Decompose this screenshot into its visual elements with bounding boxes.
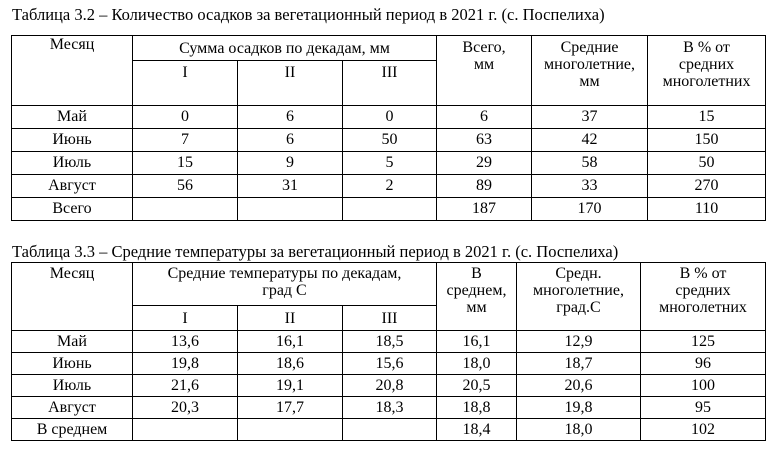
header-average-line3: мм — [466, 299, 487, 316]
header-pct-line1: В % от — [683, 39, 730, 56]
header-avg-line2: многолетние, — [544, 56, 635, 73]
empty-cell — [238, 419, 343, 441]
empty-cell — [343, 198, 437, 221]
long-term-cell: 18,7 — [517, 353, 641, 375]
average-cell: 18,0 — [437, 353, 517, 375]
decade-2-cell: 18,6 — [238, 353, 343, 375]
empty-cell — [133, 419, 238, 441]
decade-3-cell: 50 — [343, 129, 437, 152]
summary-avg-cell: 170 — [532, 198, 648, 221]
decade-2-cell: 6 — [238, 106, 343, 129]
header-total — [437, 36, 532, 106]
header-lt-line3: град.С — [556, 299, 601, 316]
header-decade-3: III — [343, 61, 437, 106]
empty-cell — [238, 198, 343, 221]
precipitation-table — [11, 35, 766, 221]
header-average-line1: В — [471, 265, 482, 282]
header-decade-group-line1: Средние температуры по декадам, — [167, 265, 402, 282]
header-row-1 — [12, 263, 766, 306]
header-decade-2: II — [238, 306, 343, 331]
table-3-3-caption: Таблица 3.3 – Средние температуры за вегетационный период в 2021 г. (с. Поспелиха) — [12, 242, 619, 261]
header-decade-3: III — [343, 306, 437, 331]
average-cell: 20,5 — [437, 375, 517, 397]
header-pct-line2: средних — [675, 282, 731, 299]
table-row — [12, 353, 766, 375]
header-lt-line1: Средн. — [555, 265, 602, 282]
decade-3-cell: 20,8 — [343, 375, 437, 397]
long-term-avg-cell: 58 — [532, 152, 648, 175]
header-pct-line3: многолетних — [659, 299, 747, 316]
header-month: Месяц — [12, 263, 133, 331]
decade-2-cell: 17,7 — [238, 397, 343, 419]
decade-3-cell: 18,5 — [343, 331, 437, 353]
decade-1-cell: 56 — [133, 175, 238, 198]
percent-cell: 125 — [641, 331, 766, 353]
month-cell: Июль — [12, 375, 133, 397]
summary-percent-cell: 102 — [641, 419, 766, 441]
header-percent — [641, 263, 766, 331]
header-pct-line3: многолетних — [662, 73, 751, 90]
header-decade-group-line2: град С — [262, 282, 307, 299]
header-decade-2: II — [238, 61, 343, 106]
header-total-line1: Всего, — [462, 39, 506, 56]
header-decade-1: I — [133, 61, 238, 106]
table-row — [12, 175, 766, 198]
decade-1-cell: 20,3 — [133, 397, 238, 419]
summary-average-cell: 18,4 — [437, 419, 517, 441]
decade-2-cell: 6 — [238, 129, 343, 152]
decade-2-cell: 31 — [238, 175, 343, 198]
month-cell: Август — [12, 175, 133, 198]
total-cell: 89 — [437, 175, 532, 198]
long-term-cell: 20,6 — [517, 375, 641, 397]
percent-cell: 95 — [641, 397, 766, 419]
percent-cell: 270 — [648, 175, 766, 198]
header-pct-line1: В % от — [679, 265, 727, 282]
header-average — [437, 263, 517, 331]
empty-cell — [343, 419, 437, 441]
decade-1-cell: 19,8 — [133, 353, 238, 375]
header-decade-group — [133, 263, 437, 306]
header-long-term — [517, 263, 641, 331]
long-term-avg-cell: 37 — [532, 106, 648, 129]
summary-label-cell: В среднем — [12, 419, 133, 441]
table-row — [12, 152, 766, 175]
decade-1-cell: 0 — [133, 106, 238, 129]
summary-long-term-cell: 18,0 — [517, 419, 641, 441]
month-cell: Август — [12, 397, 133, 419]
percent-cell: 150 — [648, 129, 766, 152]
long-term-avg-cell: 33 — [532, 175, 648, 198]
table-3-2-caption: Таблица 3.2 – Количество осадков за вегетационный период в 2021 г. (с. Поспелиха) — [12, 5, 605, 24]
percent-cell: 100 — [641, 375, 766, 397]
long-term-cell: 12,9 — [517, 331, 641, 353]
header-decade-group: Сумма осадков по декадам, мм — [133, 36, 437, 61]
decade-2-cell: 16,1 — [238, 331, 343, 353]
decade-1-cell: 21,6 — [133, 375, 238, 397]
summary-row — [12, 198, 766, 221]
average-cell: 16,1 — [437, 331, 517, 353]
header-pct-line2: средних — [678, 56, 735, 73]
header-total-line2: мм — [473, 56, 495, 73]
temperature-table — [11, 262, 766, 441]
table-row — [12, 129, 766, 152]
header-lt-line2: многолетние, — [533, 282, 624, 299]
month-cell: Май — [12, 331, 133, 353]
average-cell: 18,8 — [437, 397, 517, 419]
header-average-line2: среднем, — [446, 282, 507, 299]
header-avg-line3: мм — [579, 73, 600, 90]
decade-3-cell: 5 — [343, 152, 437, 175]
summary-label-cell: Всего — [12, 198, 133, 221]
decade-3-cell: 0 — [343, 106, 437, 129]
percent-cell: 96 — [641, 353, 766, 375]
decade-1-cell: 13,6 — [133, 331, 238, 353]
decade-3-cell: 15,6 — [343, 353, 437, 375]
month-cell: Июль — [12, 152, 133, 175]
header-percent — [648, 36, 766, 106]
decade-2-cell: 9 — [238, 152, 343, 175]
header-row-1 — [12, 36, 766, 61]
month-cell: Июнь — [12, 353, 133, 375]
month-cell: Июнь — [12, 129, 133, 152]
decade-1-cell: 15 — [133, 152, 238, 175]
percent-cell: 50 — [648, 152, 766, 175]
percent-cell: 15 — [648, 106, 766, 129]
header-avg-line1: Средние — [560, 39, 619, 56]
summary-total-cell: 187 — [437, 198, 532, 221]
header-decade-1: I — [133, 306, 238, 331]
decade-3-cell: 2 — [343, 175, 437, 198]
empty-cell — [133, 198, 238, 221]
total-cell: 63 — [437, 129, 532, 152]
table-row — [12, 375, 766, 397]
header-month: Месяц — [12, 36, 133, 106]
decade-1-cell: 7 — [133, 129, 238, 152]
table-row — [12, 331, 766, 353]
summary-row — [12, 419, 766, 441]
total-cell: 29 — [437, 152, 532, 175]
table-row — [12, 106, 766, 129]
table-row — [12, 397, 766, 419]
long-term-cell: 19,8 — [517, 397, 641, 419]
total-cell: 6 — [437, 106, 532, 129]
decade-3-cell: 18,3 — [343, 397, 437, 419]
month-cell: Май — [12, 106, 133, 129]
long-term-avg-cell: 42 — [532, 129, 648, 152]
header-long-term-avg — [532, 36, 648, 106]
summary-percent-cell: 110 — [648, 198, 766, 221]
decade-2-cell: 19,1 — [238, 375, 343, 397]
